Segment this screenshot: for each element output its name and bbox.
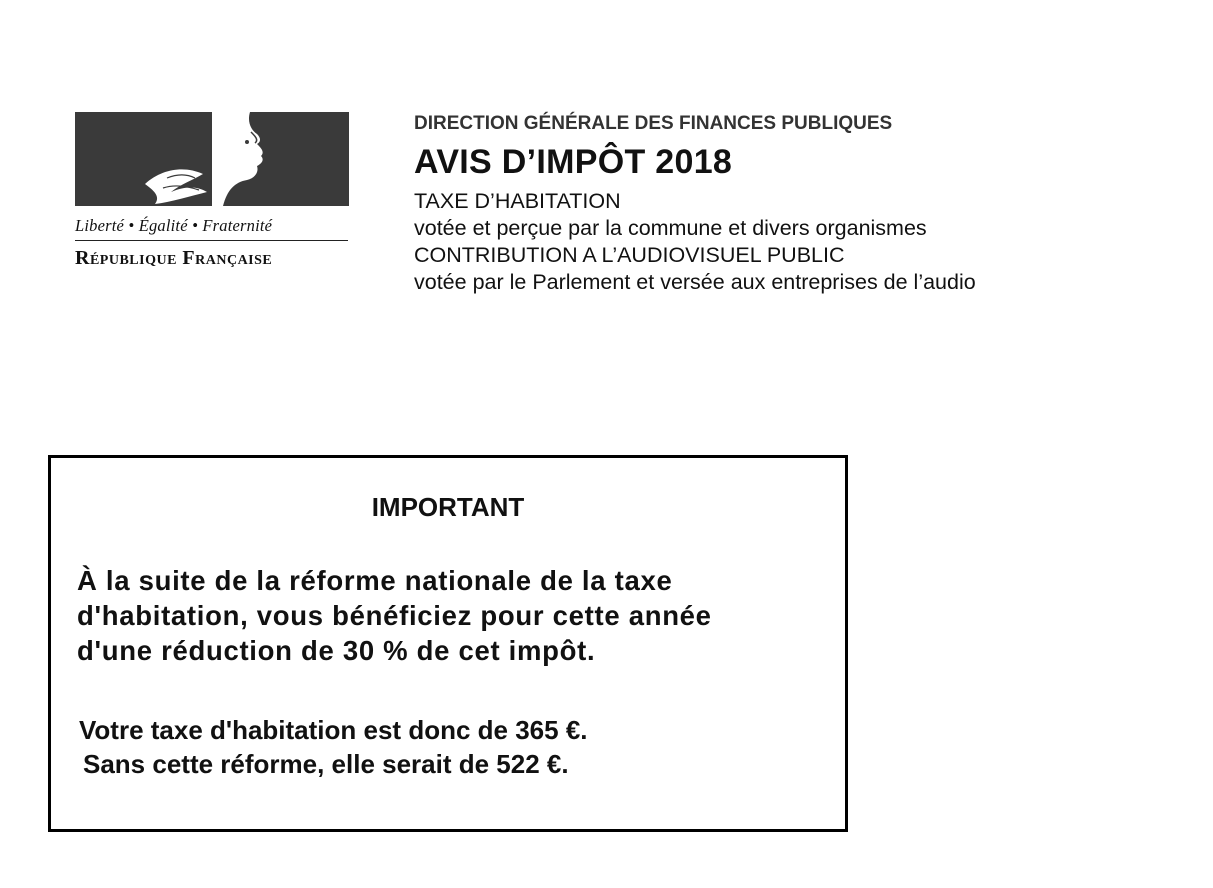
current-tax-amount-line: Votre taxe d'habitation est donc de 365 €. xyxy=(79,715,588,745)
notice-heading: IMPORTANT xyxy=(371,492,525,522)
tax-description-line: votée et perçue par la commune et divers organismes xyxy=(414,216,927,240)
motto-text: Liberté • Égalité • Fraternité xyxy=(75,216,348,241)
tax-type-line: TAXE D’HABITATION xyxy=(414,189,621,213)
marianne-icon xyxy=(75,112,349,206)
contribution-type-line: CONTRIBUTION A L’AUDIOVISUEL PUBLIC xyxy=(414,243,845,267)
notice-paragraph-line: d'habitation, vous bénéficiez pour cette année xyxy=(77,600,712,631)
notice-paragraph-line: d'une réduction de 30 % de cet impôt. xyxy=(77,635,596,666)
notice-paragraph xyxy=(77,563,837,668)
direction-label: DIRECTION GÉNÉRALE DES FINANCES PUBLIQUES xyxy=(414,113,893,134)
contribution-description-line: votée par le Parlement et versée aux entreprises de l’audio xyxy=(414,270,976,294)
document-title: AVIS D’IMPÔT 2018 xyxy=(414,143,733,181)
document-header xyxy=(414,113,976,296)
republique-francaise-text: République Française xyxy=(75,247,273,269)
important-notice-box xyxy=(48,455,848,832)
previous-tax-amount-line: Sans cette réforme, elle serait de 522 €. xyxy=(83,749,569,779)
notice-paragraph-line: À la suite de la réforme nationale de la taxe xyxy=(77,565,673,596)
republique-francaise-logo xyxy=(75,112,351,270)
notice-amounts xyxy=(79,713,588,781)
